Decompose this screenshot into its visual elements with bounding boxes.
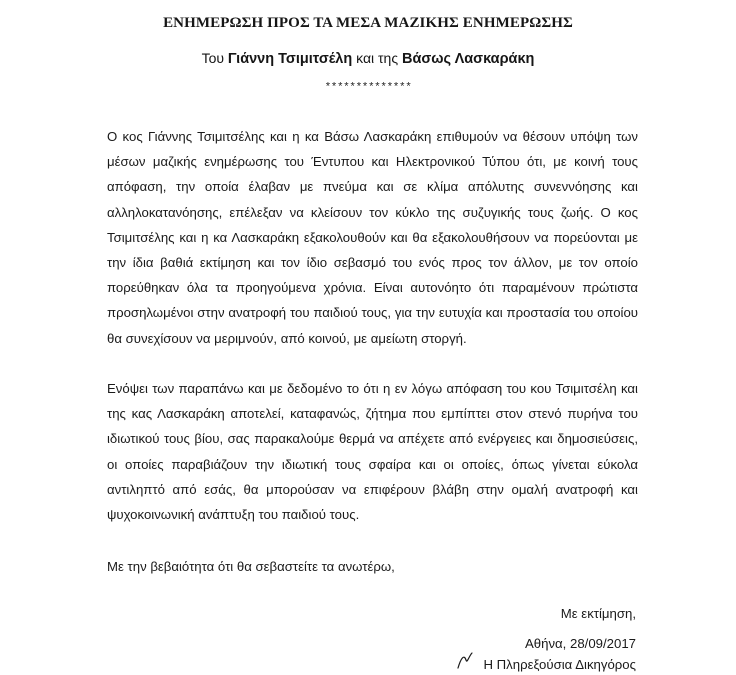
closing-line: Με την βεβαιότητα ότι θα σεβαστείτε τα ανωτέρω,	[107, 559, 395, 574]
paragraph-2: Ενόψει των παραπάνω και με δεδομένο το ότι η εν λόγω απόφαση του κου Τσιμιτσέλη και της κας Λασκαράκη αποτελεί, καταφανώς, ζήτημα που εμπίπτει στον στενό πυρήνα του ιδιωτικού τους βίου, σας παρακαλούμε θερμά να απέχετε από ενέργειες και δημοσιεύσεις, οι οποίες παραβιάζουν την ιδιωτική τους σφαίρα και οι οποίες, όπως γίνεται εύκολα αντιληπτό από εσάς, θα μπορούσαν να επιφέρουν βλάβη στην ομαλή ανατροφή και ψυχοκοινωνική ανάπτυξη του παιδιού τους.	[107, 381, 638, 523]
subtitle-prefix: Του	[201, 50, 228, 66]
signature-mark	[455, 650, 481, 672]
document-subtitle	[0, 48, 736, 69]
subtitle-middle: και της	[352, 50, 402, 66]
regards-line: Με εκτίμηση,	[560, 606, 636, 621]
subtitle-name-2: Βάσως Λασκαράκη	[401, 51, 535, 67]
subtitle-name-1: Γιάννη Τσιμιτσέλη	[227, 51, 353, 67]
signatory-line: Η Πληρεξούσια Δικηγόρος	[483, 657, 636, 672]
document-title: ΕΝΗΜΕΡΩΣΗ ΠΡΟΣ ΤΑ ΜΕΣΑ ΜΑΖΙΚΗΣ ΕΝΗΜΕΡΩΣΗΣ	[163, 15, 573, 31]
separator-asterisks: **************	[324, 82, 412, 94]
place-date-line: Αθήνα, 28/09/2017	[524, 636, 636, 651]
paragraph-1: Ο κος Γιάννης Τσιμιτσέλης και η κα Βάσω Λασκαράκη επιθυμούν να θέσουν υπόψη των μέσων μαζικής ενημέρωσης του Έντυπου και Ηλεκτρονικού Τύπου ότι, με κοινή τους απόφαση, την οποία έλαβαν με πνεύμα και σε κλίμα απόλυτης συνεννόησης και αλληλοκατανόησης, επέλεξαν να κλείσουν τον κύκλο της συζυγικής τους ζωής. Ο κος Τσιμιτσέλης και η κα Λασκαράκη εξακολουθούν και θα εξακολουθήσουν να πορεύονται με την ίδια βαθιά εκτίμηση και τον ίδιο σεβασμό του ενός προς τον άλλον, με τον οποίο πορεύθηκαν όλα τα προηγούμενα χρόνια. Είναι αυτονόητο ότι παραμένουν πρώτιστα προσηλωμένοι στην ανατροφή του παιδιού τους, για την ευτυχία και προστασία του οποίου θα συνεχίσουν να μεριμνούν, από κοινού, με αμείωτη στοργή.	[107, 129, 638, 346]
